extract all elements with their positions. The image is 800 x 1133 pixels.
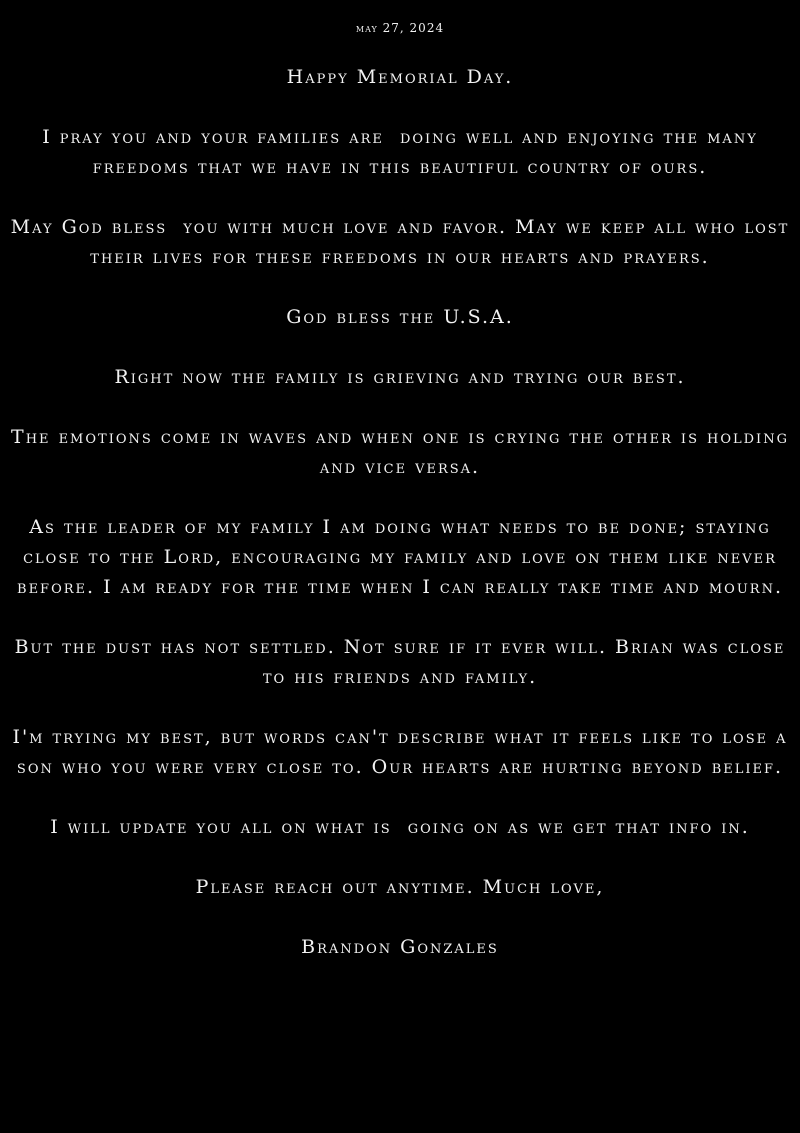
letter-paragraph: As the leader of my family I am doing what needs to be done; staying close to the Lord, encouraging my family and love on them like never before. I am ready for the time when I can really take time and mourn. xyxy=(17,516,785,598)
letter-paragraph: God bless the U.S.A. xyxy=(286,306,514,328)
letter-paragraph: But the dust has not settled. Not sure if it ever will. Brian was close to his friends and family. xyxy=(14,636,794,688)
letter-paragraph: I will update you all on what is going on as we get that info in. xyxy=(50,816,750,838)
letter-paragraph: I'm trying my best, but words can't describe what it feels like to lose a son who you were very close to. Our hearts are hurting beyond belief. xyxy=(12,726,796,778)
letter-body xyxy=(10,62,798,962)
letter-paragraph: The emotions come in waves and when one is crying the other is holding and vice versa. xyxy=(11,426,798,478)
letter-paragraph: I pray you and your families are doing well and enjoying the many freedoms that we have in this beautiful country of ours. xyxy=(42,126,766,178)
signature: Brandon Gonzales xyxy=(301,936,499,958)
letter-paragraph: Right now the family is grieving and trying our best. xyxy=(114,366,686,388)
greeting-paragraph: Happy Memorial Day. xyxy=(286,66,514,88)
letter-paragraph: May God bless you with much love and favor. May we keep all who lost their lives for these freedoms in our hearts and prayers. xyxy=(10,216,798,268)
closing-paragraph: Please reach out anytime. Much love, xyxy=(195,876,605,898)
letter-date: may 27, 2024 xyxy=(355,21,445,35)
